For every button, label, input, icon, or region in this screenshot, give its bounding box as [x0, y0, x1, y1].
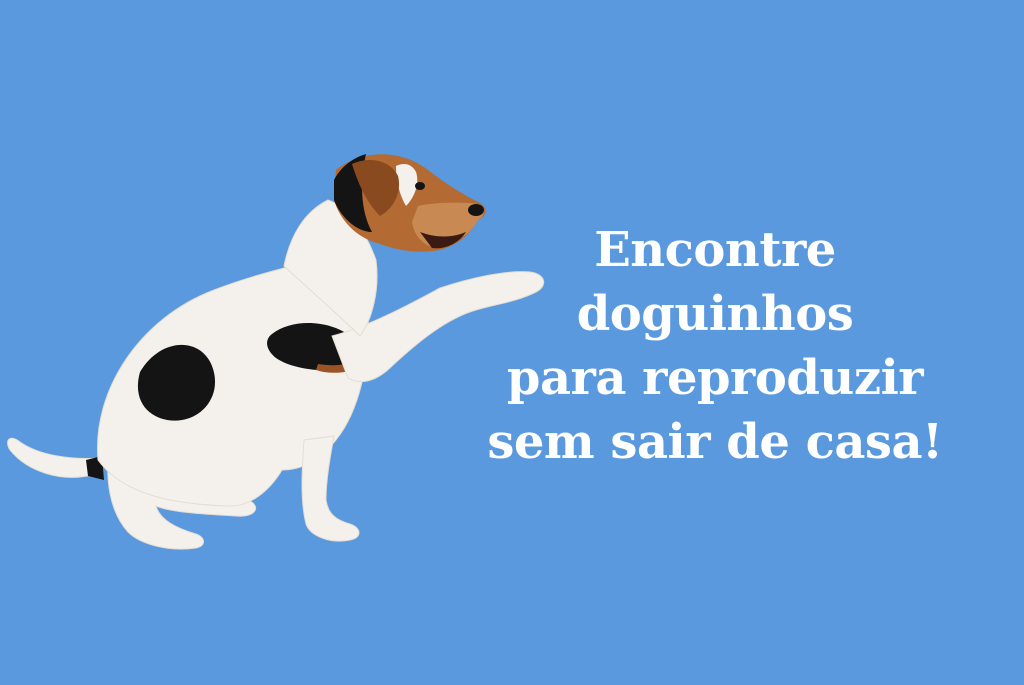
headline-line-3: para reproduzir — [506, 350, 924, 406]
dog-nose — [468, 204, 484, 216]
dog-eye — [415, 182, 425, 190]
headline — [440, 218, 990, 474]
dog-front-leg — [302, 436, 359, 541]
headline-line-4: sem sair de casa! — [487, 414, 943, 470]
headline-line-2: doguinhos — [576, 286, 854, 342]
headline-line-1: Encontre — [594, 222, 836, 278]
